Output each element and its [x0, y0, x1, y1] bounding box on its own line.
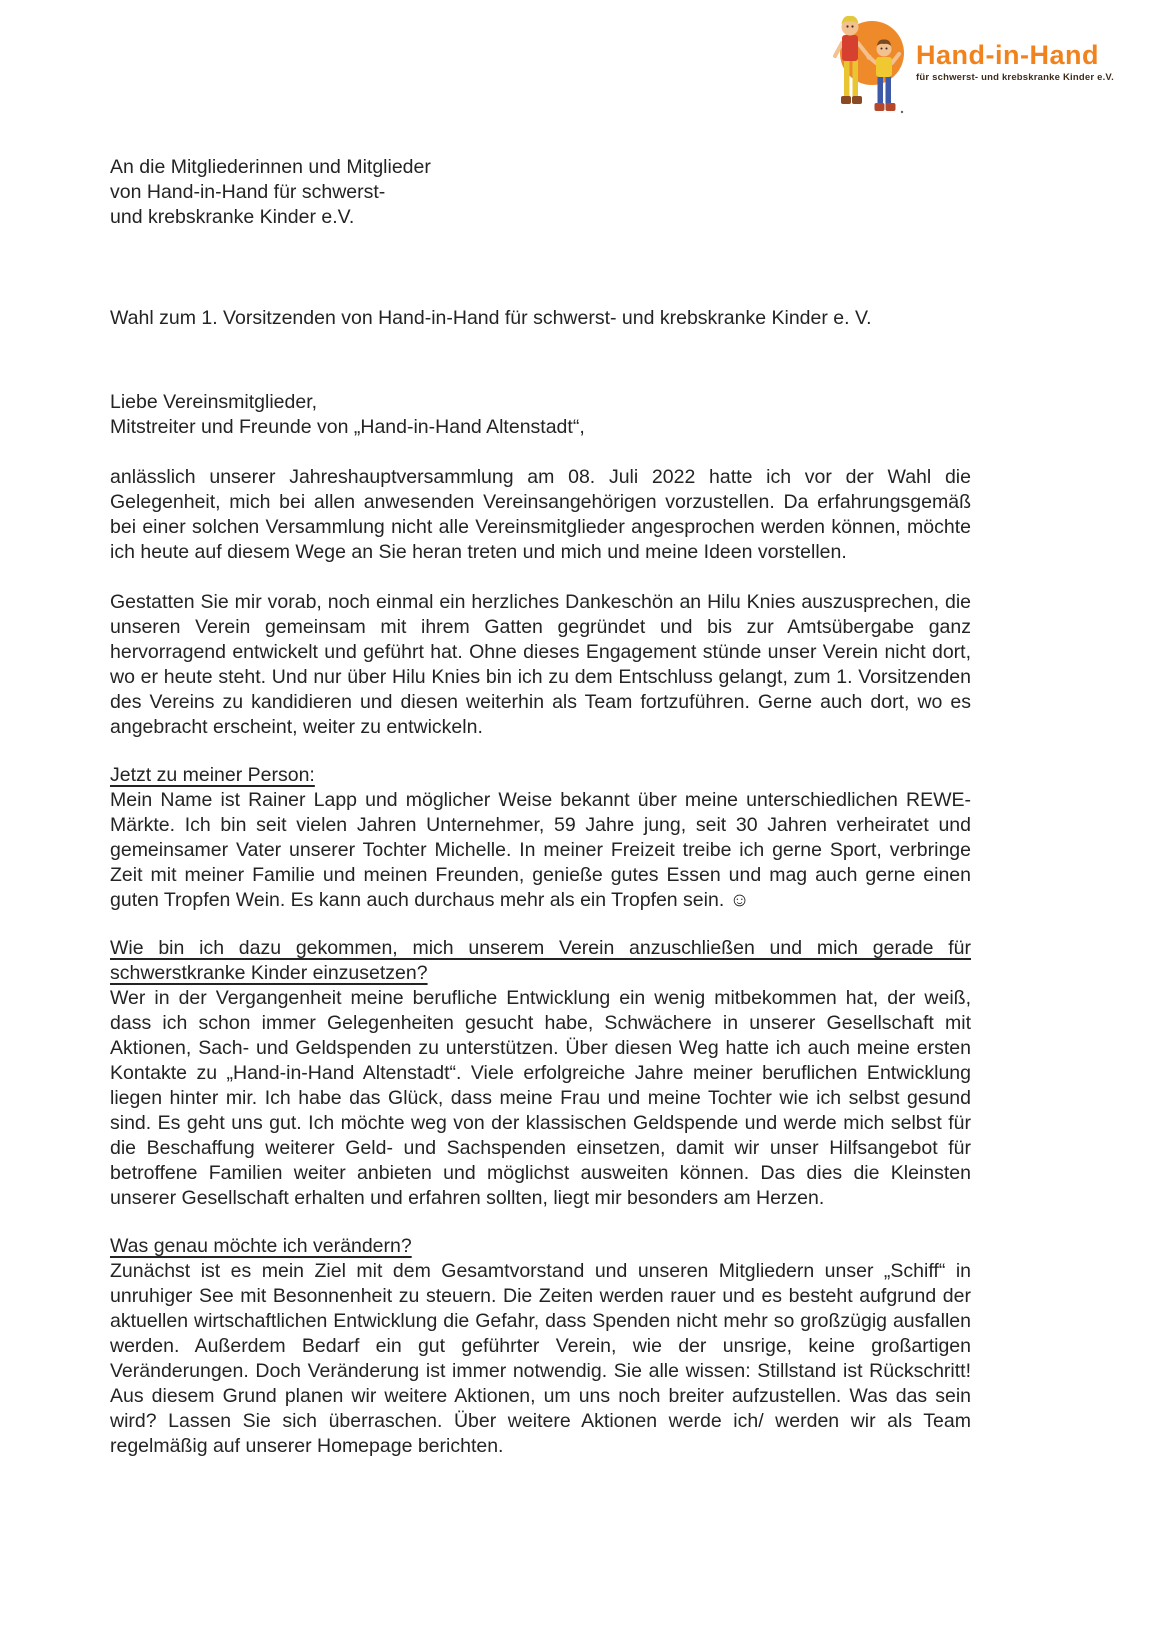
recipient-address: [110, 155, 971, 230]
salutation: [110, 390, 971, 440]
subject-line: Wahl zum 1. Vorsitzenden von Hand-in-Hand für schwerst- und krebskranke Kinder e. V.: [110, 307, 872, 329]
salutation-line: Mitstreiter und Freunde von „Hand-in-Hand Altenstadt“,: [110, 416, 585, 438]
paragraph-change: Zunächst ist es mein Ziel mit dem Gesamtvorstand und unseren Mitgliedern unser „Schiff“ in unruhiger See mit Besonnenheit zu steuern. Die Zeiten werden rauer und es besteht aufgrund der aktuellen wirtschaftlichen Entwicklung die Gefahr, dass Spenden nicht mehr so großzügig ausfallen werden. Außerdem Bedarf ein gut geführter Verein, wie der unsrige, keine großartigen Veränderungen. Doch Veränderung ist immer notwendig. Sie alle wissen: Stillstand ist Rückschritt! Aus diesem Grund planen wir weitere Aktionen, um uns noch breiter aufzustellen. Was das sein wird? Lassen Sie sich überraschen. Über weitere Aktionen werde ich/ werden wir als Team regelmäßig auf unserer Homepage berichten.: [110, 1260, 971, 1457]
section-heading-person: Jetzt zu meiner Person:: [110, 764, 315, 786]
logo-title: Hand-in-Hand: [916, 40, 1099, 70]
salutation-line: Liebe Vereinsmitglieder,: [110, 391, 318, 413]
letter-content: [110, 0, 971, 1459]
paragraph-thanks: Gestatten Sie mir vorab, noch einmal ein herzliches Dankeschön an Hilu Knies auszusprechen, die unseren Verein gemeinsam mit ihrem Gatten gegründet und bis zur Amtsübergabe ganz hervorragend entwickelt und geführt hat. Ohne dieses Engagement stünde unser Verein nicht dort, wo er heute steht. Und nur über Hilu Knies bin ich zu dem Entschluss gelangt, zum 1. Vorsitzenden des Vereins zu kandidieren und diesen weiterhin als Team fortzuführen. Gerne auch dort, wo es angebracht erscheint, weiter zu entwickeln.: [110, 591, 971, 738]
recipient-line: und krebskranke Kinder e.V.: [110, 206, 355, 228]
paragraph-intro: anlässlich unserer Jahreshauptversammlung am 08. Juli 2022 hatte ich vor der Wahl die Gelegenheit, mich bei allen anwesenden Vereinsangehörigen vorzustellen. Da erfahrungsgemäß bei einer solchen Versammlung nicht alle Vereinsmitglieder angesprochen werden können, möchte ich heute auf diesem Wege an Sie heran treten und mich und meine Ideen vorstellen.: [110, 466, 971, 563]
logo-tagline: für schwerst- und krebskranke Kinder e.V.: [916, 72, 1114, 83]
section-heading-change: Was genau möchte ich verändern?: [110, 1235, 412, 1257]
recipient-line: An die Mitgliederinnen und Mitglieder: [110, 156, 431, 178]
paragraph-person: Mein Name ist Rainer Lapp und möglicher Weise bekannt über meine unterschiedlichen REWE-Märkte. Ich bin seit vielen Jahren Unternehmer, 59 Jahre jung, seit 30 Jahren verheiratet und gemeinsamer Vater unserer Tochter Michelle. In meiner Freizeit treibe ich gerne Sport, verbringe Zeit mit meiner Familie und meinen Freunden, genieße gutes Essen und mag auch gerne einen guten Tropfen Wein. Es kann auch durchaus mehr als ein Tropfen sein. ☺: [110, 789, 971, 911]
recipient-line: von Hand-in-Hand für schwerst-: [110, 181, 386, 203]
section-heading-motivation: Wie bin ich dazu gekommen, mich unserem Verein anzuschließen und mich gerade für schwerstkranke Kinder einzusetzen?: [110, 937, 971, 984]
paragraph-motivation: Wer in der Vergangenheit meine berufliche Entwicklung ein wenig mitbekommen hat, der weiß, dass ich schon immer Gelegenheiten gesucht habe, Schwächere in unserer Gesellschaft mit Aktionen, Sach- und Geldspenden zu unterstützen. Über diesen Weg hatte ich auch meine ersten Kontakte zu „Hand-in-Hand Altenstadt“. Viele erfolgreiche Jahre meiner beruflichen Entwicklung liegen hinter mir. Ich habe das Glück, dass meine Frau und meine Tochter wie ich selbst gesund sind. Es geht uns gut. Ich möchte weg von der klassischen Geldspende und werde mich selbst für die Beschaffung weiterer Geld- und Sachspenden einsetzen, damit wir unser Hilfsangebot für betroffene Familien weiter anbieten und möglichst ausweiten können. Das dies die Kleinsten unserer Gesellschaft erhalten und erfahren sollten, liegt mir besonders am Herzen.: [110, 987, 971, 1209]
